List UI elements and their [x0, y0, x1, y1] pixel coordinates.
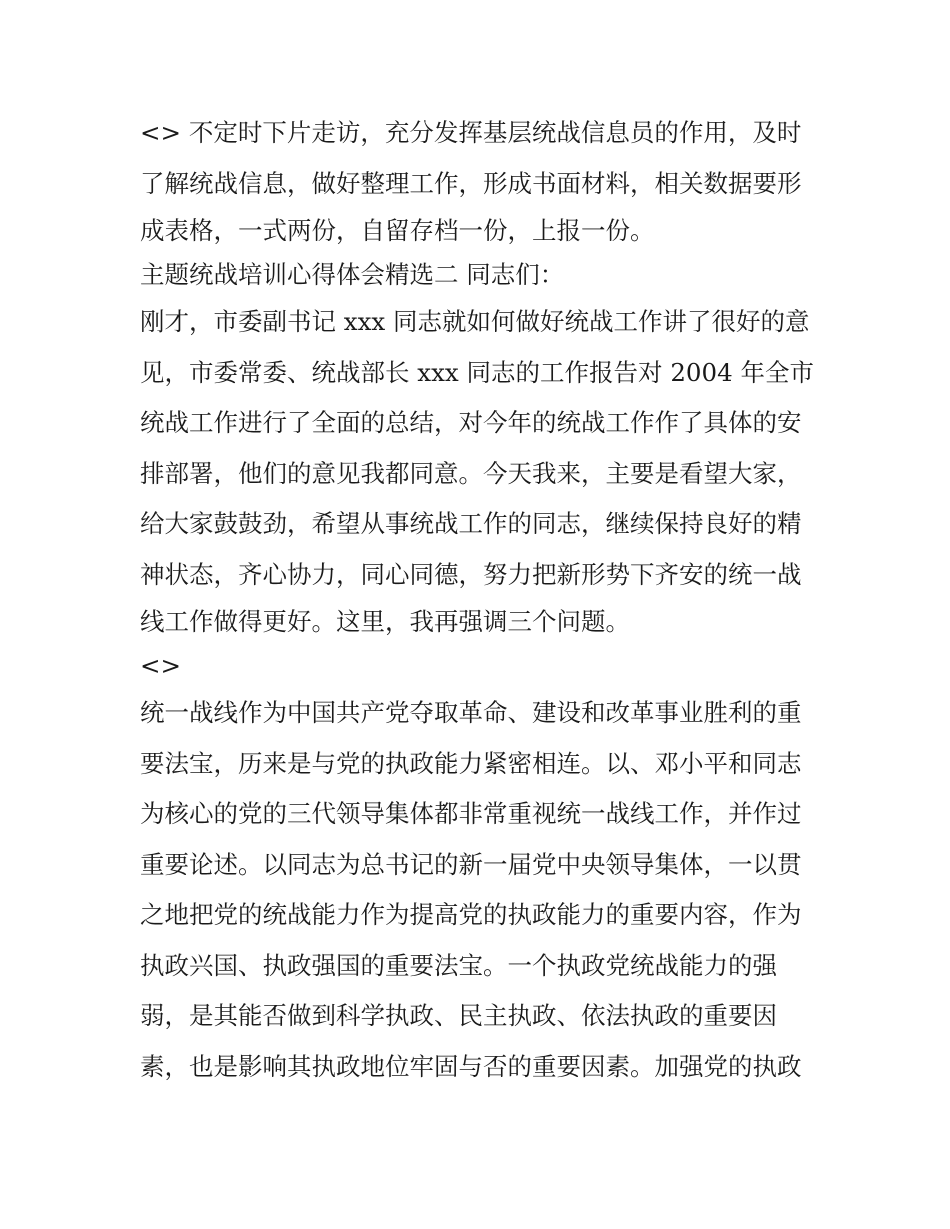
- document-body: [140, 108, 820, 1092]
- text-line: 成表格，一式两份，自留存档一份，上报一份。: [140, 216, 655, 245]
- section-heading: 主题统战培训心得体会精选二 同志们：: [140, 260, 565, 289]
- marker-line: <>: [140, 651, 182, 680]
- text-line: <> 不定时下片走访，充分发挥基层统战信息员的作用，及时: [140, 118, 802, 147]
- text-line: 排部署，他们的意见我都同意。今天我来，主要是看望大家，: [140, 458, 802, 488]
- text-line: 统一战线作为中国共产党夺取革命、建设和改革事业胜利的重: [140, 698, 802, 727]
- text-line: 给大家鼓鼓劲，希望从事统战工作的同志，继续保持良好的精: [140, 509, 802, 538]
- text-line: 见，市委常委、统战部长 xxx 同志的工作报告对 2004 年全市: [140, 357, 814, 387]
- text-line: 神状态，齐心协力，同心同德，努力把新形势下齐安的统一战: [140, 559, 802, 589]
- text-line: 统战工作进行了全面的总结，对今年的统战工作作了具体的安: [140, 408, 802, 437]
- text-line: 线工作做得更好。这里，我再强调三个问题。: [140, 607, 630, 636]
- text-line: 弱，是其能否做到科学执政、民主执政、依法执政的重要因: [140, 1001, 777, 1030]
- text-line: 重要论述。以同志为总书记的新一届党中央领导集体，一以贯: [140, 849, 802, 879]
- text-line: 素，也是影响其执政地位牢固与否的重要因素。加强党的执政: [140, 1051, 802, 1081]
- text-line: 刚才，市委副书记 xxx 同志就如何做好统战工作讲了很好的意: [140, 307, 810, 336]
- text-line: 执政兴国、执政强国的重要法宝。一个执政党统战能力的强: [140, 950, 777, 980]
- text-line: 了解统战信息，做好整理工作，形成书面材料，相关数据要形: [140, 168, 802, 198]
- text-line: 之地把党的统战能力作为提高党的执政能力的重要内容，作为: [140, 900, 802, 929]
- text-line: 为核心的党的三代领导集体都非常重视统一战线工作，并作过: [140, 799, 802, 828]
- text-line: 要法宝，历来是与党的执政能力紧密相连。以、邓小平和同志: [140, 748, 802, 778]
